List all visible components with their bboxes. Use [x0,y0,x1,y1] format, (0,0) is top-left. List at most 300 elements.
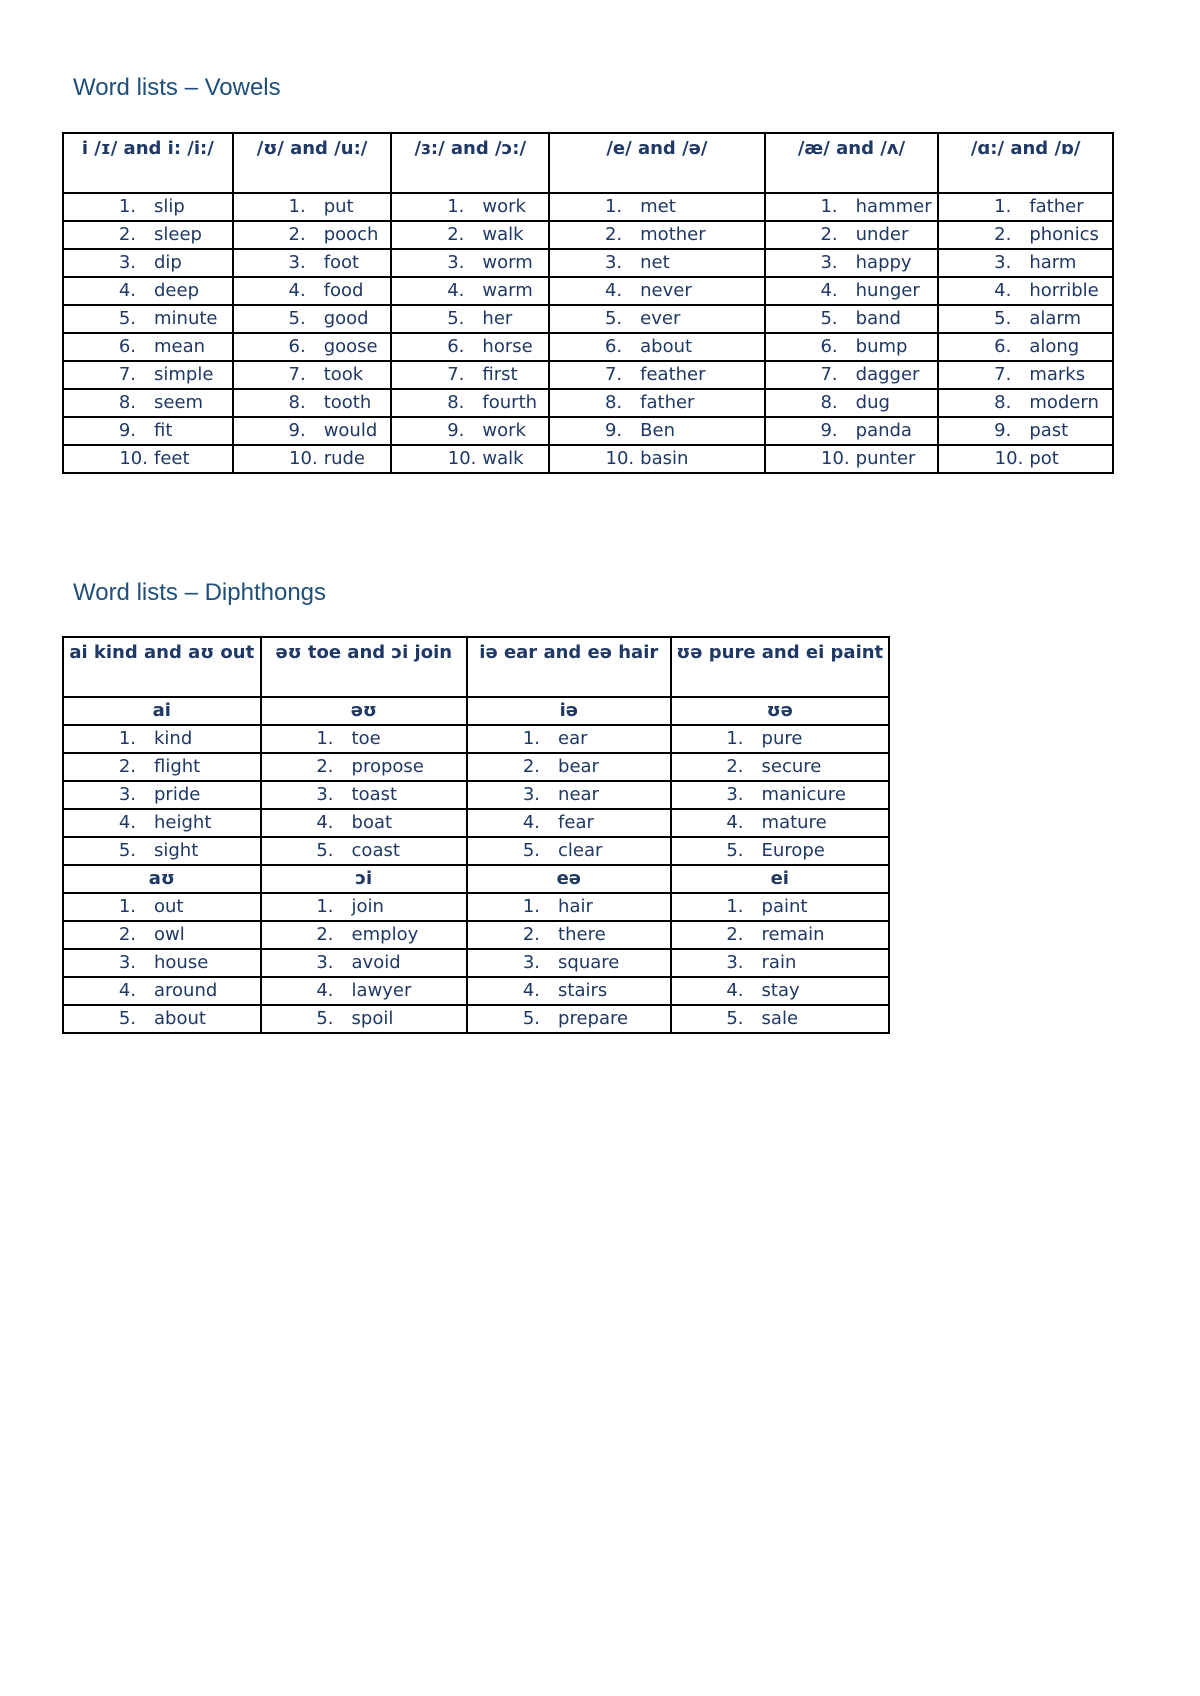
word-cell [938,249,1113,277]
word: prepare [558,1008,629,1029]
item-number: 10. [289,448,318,469]
word-cell [261,893,468,921]
item-number: 4. [316,812,334,833]
item-number: 8. [118,392,136,413]
word-cell [261,781,468,809]
word-cell [549,445,765,473]
word: pooch [323,224,379,245]
item-number: 2. [522,756,541,777]
word: mean [154,336,206,357]
item-number: 4. [994,280,1012,301]
word-cell [261,977,468,1005]
word-cell [261,809,468,837]
word-cell [63,389,233,417]
word: sleep [154,224,202,245]
word-cell [233,249,392,277]
item-number: 8. [820,392,838,413]
word: alarm [1029,308,1081,329]
table-row [63,725,889,753]
word: sale [761,1008,799,1029]
word: ear [558,728,588,749]
word-cell [765,389,939,417]
table-row [63,949,889,977]
word-cell [549,305,765,333]
item-number: 7. [288,364,306,385]
table-row [63,277,1113,305]
word: under [855,224,909,245]
word: father [640,392,695,413]
word: dagger [855,364,920,385]
word-cell [549,249,765,277]
word-cell [391,417,549,445]
word: pride [154,784,201,805]
word: marks [1029,364,1086,385]
word: height [154,812,212,833]
word: horse [482,336,533,357]
item-number: 3. [118,784,136,805]
item-number: 6. [994,336,1012,357]
item-number: 4. [316,980,334,1001]
word-cell [467,809,671,837]
word-cell [233,221,392,249]
word-cell [63,837,261,865]
word: took [323,364,364,385]
word-cell [63,193,233,221]
word-cell [467,1005,671,1033]
word: worm [482,252,533,273]
word: out [154,896,184,917]
word: never [640,280,692,301]
word-cell [63,781,261,809]
table-row [63,809,889,837]
word-cell [938,277,1113,305]
word-cell [63,977,261,1005]
item-number: 5. [522,1008,541,1029]
group-label-row [63,697,889,725]
table-row [63,1005,889,1033]
word: join [351,896,384,917]
item-number: 4. [447,280,465,301]
item-number: 6. [820,336,838,357]
word: about [640,336,693,357]
item-number: 2. [288,224,306,245]
word-cell [671,977,889,1005]
word: horrible [1029,280,1099,301]
word: harm [1029,252,1077,273]
word-cell [671,921,889,949]
item-number: 6. [447,336,465,357]
group-label-row [63,865,889,893]
word: around [154,980,218,1001]
group-label: ai [63,697,261,725]
word-cell [233,305,392,333]
word-cell [549,361,765,389]
vowels-header-row [63,133,1113,193]
item-number: 3. [726,952,744,973]
item-number: 9. [118,420,136,441]
word: spoil [351,1008,394,1029]
word-cell [63,277,233,305]
word-cell [63,809,261,837]
item-number: 4. [118,980,136,1001]
table-row [63,249,1113,277]
word-cell [938,361,1113,389]
word-cell [671,753,889,781]
vowels-table [62,132,1114,474]
item-number: 6. [288,336,306,357]
word-cell [391,193,549,221]
word-cell [765,361,939,389]
item-number: 1. [604,196,623,217]
word: band [855,308,901,329]
word-cell [765,221,939,249]
item-number: 5. [726,1008,744,1029]
item-number: 2. [820,224,838,245]
item-number: 2. [316,924,334,945]
word-cell [391,249,549,277]
word-cell [233,389,392,417]
word: basin [640,448,689,469]
word-cell [63,949,261,977]
word: clear [558,840,603,861]
vowels-header: /æ/ and /ʌ/ [765,133,939,193]
item-number: 1. [726,896,744,917]
group-label: iə [467,697,671,725]
item-number: 3. [994,252,1012,273]
table-row [63,753,889,781]
group-label: aʊ [63,865,261,893]
word-cell [233,193,392,221]
table-row [63,333,1113,361]
diphthongs-header: ai kind and aʊ out [63,637,261,697]
word: her [482,308,513,329]
item-number: 9. [604,420,623,441]
word: propose [351,756,424,777]
vowels-header: /ɑ:/ and /ɒ/ [938,133,1113,193]
word: work [482,420,526,441]
item-number: 5. [316,1008,334,1029]
item-number: 5. [522,840,541,861]
word: hair [558,896,593,917]
vowels-title: Word lists – Vowels [73,74,281,101]
item-number: 3. [316,952,334,973]
word-cell [467,949,671,977]
word-cell [233,333,392,361]
word: sight [154,840,199,861]
word-cell [671,809,889,837]
word-cell [549,221,765,249]
word: employ [351,924,419,945]
diphthongs-header: əʊ toe and ɔi join [261,637,468,697]
word-cell [233,417,392,445]
item-number: 4. [604,280,623,301]
word: kind [154,728,193,749]
word: mother [640,224,706,245]
word: stairs [558,980,608,1001]
group-label: eə [467,865,671,893]
word: walk [482,224,524,245]
item-number: 1. [447,196,465,217]
word: pure [761,728,803,749]
word-cell [765,445,939,473]
item-number: 3. [118,252,136,273]
word: toast [351,784,398,805]
item-number: 9. [820,420,838,441]
word: mature [761,812,827,833]
word: foot [323,252,360,273]
item-number: 2. [118,924,136,945]
word: happy [855,252,912,273]
item-number: 7. [447,364,465,385]
item-number: 5. [994,308,1012,329]
word-cell [938,305,1113,333]
word: net [640,252,670,273]
word-cell [261,1005,468,1033]
item-number: 6. [118,336,136,357]
word: walk [482,448,524,469]
item-number: 10. [605,448,635,469]
word: about [154,1008,206,1029]
word-cell [765,277,939,305]
item-number: 7. [604,364,623,385]
word: bump [855,336,908,357]
word: lawyer [351,980,412,1001]
table-row [63,193,1113,221]
word: secure [761,756,822,777]
item-number: 7. [820,364,838,385]
item-number: 5. [820,308,838,329]
word: phonics [1029,224,1099,245]
item-number: 4. [118,812,136,833]
word: rude [323,448,365,469]
item-number: 7. [994,364,1012,385]
item-number: 1. [288,196,306,217]
item-number: 1. [522,896,541,917]
item-number: 3. [820,252,838,273]
word: seem [154,392,204,413]
item-number: 2. [447,224,465,245]
diphthongs-title: Word lists – Diphthongs [73,579,327,606]
word-cell [261,753,468,781]
word-cell [467,753,671,781]
group-label: ʊə [671,697,889,725]
vowels-header: /ɜ:/ and /ɔ:/ [391,133,549,193]
item-number: 9. [447,420,465,441]
item-number: 4. [726,812,744,833]
word-cell [938,389,1113,417]
word: slip [154,196,185,217]
word-cell [261,949,468,977]
item-number: 8. [447,392,465,413]
word: square [558,952,620,973]
item-number: 3. [522,784,541,805]
word-cell [261,837,468,865]
word-cell [63,921,261,949]
word-cell [467,893,671,921]
item-number: 1. [118,196,136,217]
item-number: 4. [820,280,838,301]
word-cell [63,753,261,781]
word: past [1029,420,1069,441]
word: avoid [351,952,401,973]
word: panda [855,420,912,441]
word-cell [63,417,233,445]
item-number: 2. [726,756,744,777]
item-number: 2. [316,756,334,777]
word: there [558,924,606,945]
item-number: 2. [118,756,136,777]
item-number: 2. [522,924,541,945]
word-cell [671,1005,889,1033]
word: work [482,196,526,217]
item-number: 9. [994,420,1012,441]
item-number: 5. [604,308,623,329]
word-cell [671,949,889,977]
word: punter [855,448,916,469]
table-row [63,445,1113,473]
item-number: 10. [119,448,148,469]
word-cell [63,361,233,389]
word: Ben [640,420,675,441]
item-number: 4. [522,812,541,833]
item-number: 1. [316,896,334,917]
word-cell [765,249,939,277]
word: feather [640,364,706,385]
word-cell [391,361,549,389]
word: feet [154,448,190,469]
word-cell [391,305,549,333]
word: coast [351,840,400,861]
word: owl [154,924,185,945]
item-number: 3. [316,784,334,805]
word-cell [765,193,939,221]
word-cell [391,333,549,361]
item-number: 8. [994,392,1012,413]
word-cell [467,977,671,1005]
word: ever [640,308,681,329]
word-cell [467,725,671,753]
word: along [1029,336,1080,357]
word: remain [761,924,825,945]
word-cell [938,221,1113,249]
word: Europe [761,840,825,861]
item-number: 3. [604,252,623,273]
word-cell [671,893,889,921]
word: paint [761,896,808,917]
word-cell [549,389,765,417]
item-number: 2. [604,224,623,245]
item-number: 5. [316,840,334,861]
word: minute [154,308,218,329]
item-number: 5. [447,308,465,329]
item-number: 6. [604,336,623,357]
item-number: 2. [994,224,1012,245]
word: pot [1029,448,1059,469]
item-number: 1. [820,196,838,217]
vowels-header: /e/ and /ə/ [549,133,765,193]
word: first [482,364,518,385]
table-row [63,781,889,809]
table-row [63,417,1113,445]
item-number: 5. [118,308,136,329]
word-cell [765,417,939,445]
item-number: 1. [118,896,136,917]
word-cell [233,445,392,473]
word: flight [154,756,201,777]
word-cell [765,333,939,361]
word: father [1029,196,1084,217]
word-cell [549,333,765,361]
word-cell [467,781,671,809]
group-label: ei [671,865,889,893]
word: simple [154,364,214,385]
item-number: 3. [726,784,744,805]
word-cell [671,837,889,865]
word: manicure [761,784,846,805]
table-row [63,221,1113,249]
word-cell [391,221,549,249]
word: deep [154,280,199,301]
item-number: 4. [522,980,541,1001]
word-cell [261,725,468,753]
item-number: 1. [316,728,334,749]
word-cell [765,305,939,333]
group-label: əʊ [261,697,468,725]
word-cell [938,193,1113,221]
table-row [63,305,1113,333]
word: boat [351,812,393,833]
table-row [63,389,1113,417]
word: warm [482,280,533,301]
word: food [323,280,364,301]
word: fourth [482,392,538,413]
item-number: 10. [821,448,850,469]
word-cell [63,1005,261,1033]
item-number: 10. [447,448,477,469]
item-number: 8. [604,392,623,413]
word-cell [671,781,889,809]
word: good [323,308,369,329]
item-number: 5. [118,1008,136,1029]
word-cell [233,361,392,389]
table-row [63,837,889,865]
word: rain [761,952,797,973]
word: near [558,784,599,805]
item-number: 3. [118,952,136,973]
item-number: 10. [994,448,1024,469]
diphthongs-header: iə ear and eə hair [467,637,671,697]
word-cell [261,921,468,949]
word-cell [63,893,261,921]
item-number: 7. [118,364,136,385]
item-number: 2. [118,224,136,245]
word: hammer [855,196,932,217]
word: tooth [323,392,372,413]
word-cell [63,249,233,277]
word-cell [549,277,765,305]
word: put [323,196,354,217]
word-cell [391,445,549,473]
item-number: 9. [288,420,306,441]
word-cell [938,417,1113,445]
item-number: 2. [726,924,744,945]
word-cell [391,277,549,305]
word-cell [63,305,233,333]
word: toe [351,728,381,749]
word-cell [467,921,671,949]
table-row [63,361,1113,389]
item-number: 1. [994,196,1012,217]
